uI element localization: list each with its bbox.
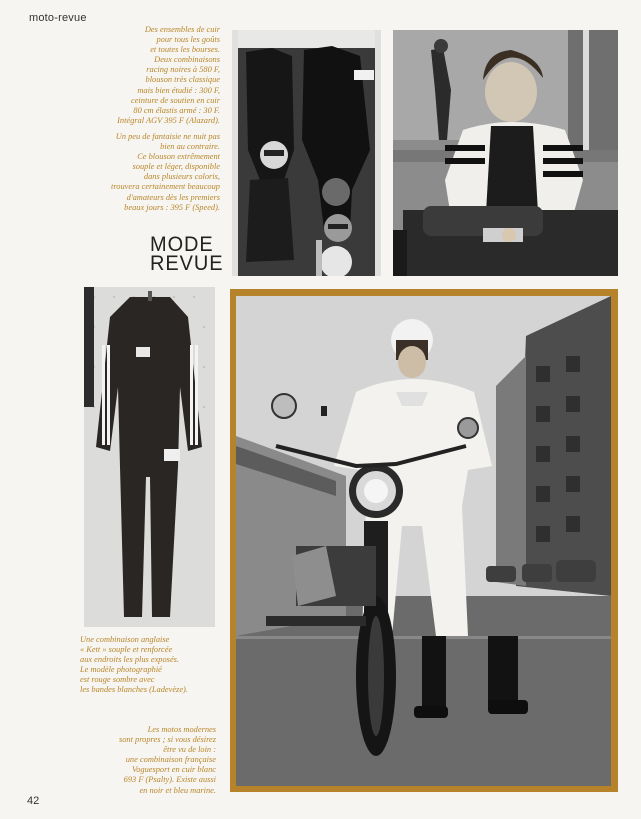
photo-kett-racing-suit (84, 287, 215, 627)
caption-voguesport-suit: Les motos modernes sont propres ; si vous désirez être vu de loin : une combinaison française Voguesport en cuir blanc 693 F (Psalty). Existe aussi en noir et bleu marine. (118, 725, 216, 795)
photo-white-suit-motorcycle (236, 296, 611, 786)
mode-revue-logo (150, 233, 224, 277)
magazine-header: moto-revue (29, 12, 87, 24)
caption-leather-sets (90, 25, 220, 219)
logo-line-mode: MODE (150, 233, 214, 256)
caption-paragraph-blouson: Un peu de fantaisie ne nuit pas bien au contraire. Ce blouson extrêmement souple et léger, disponible dans plusieurs coloris, trouvera certainement beaucoup d'amateurs dès les premiers beaux jours : 395 F (Speed). (111, 131, 220, 212)
caption-kett-suit: Une combinaison anglaise « Kett » souple et renforcée aux endroits les plus exposés. Le modèle photographié est rouge sombre avec les bandes blanches (Ladevèze). (80, 635, 188, 695)
photo-leather-suits-rack (232, 30, 381, 276)
logo-line-revue: REVUE (150, 252, 224, 275)
page-number: 42 (27, 795, 40, 807)
photo-striped-jacket-rider (393, 30, 618, 276)
caption-paragraph-racing: Des ensembles de cuir pour tous les goûts et toutes les bourses. Deux combinaisons racing noires à 580 F, blouson très classique mais bien étudié : 300 F, ceinture de soutien en cuir 80 cm élastis armé : 30 F. Intégral AGV 395 F (Alazard). (117, 25, 220, 125)
